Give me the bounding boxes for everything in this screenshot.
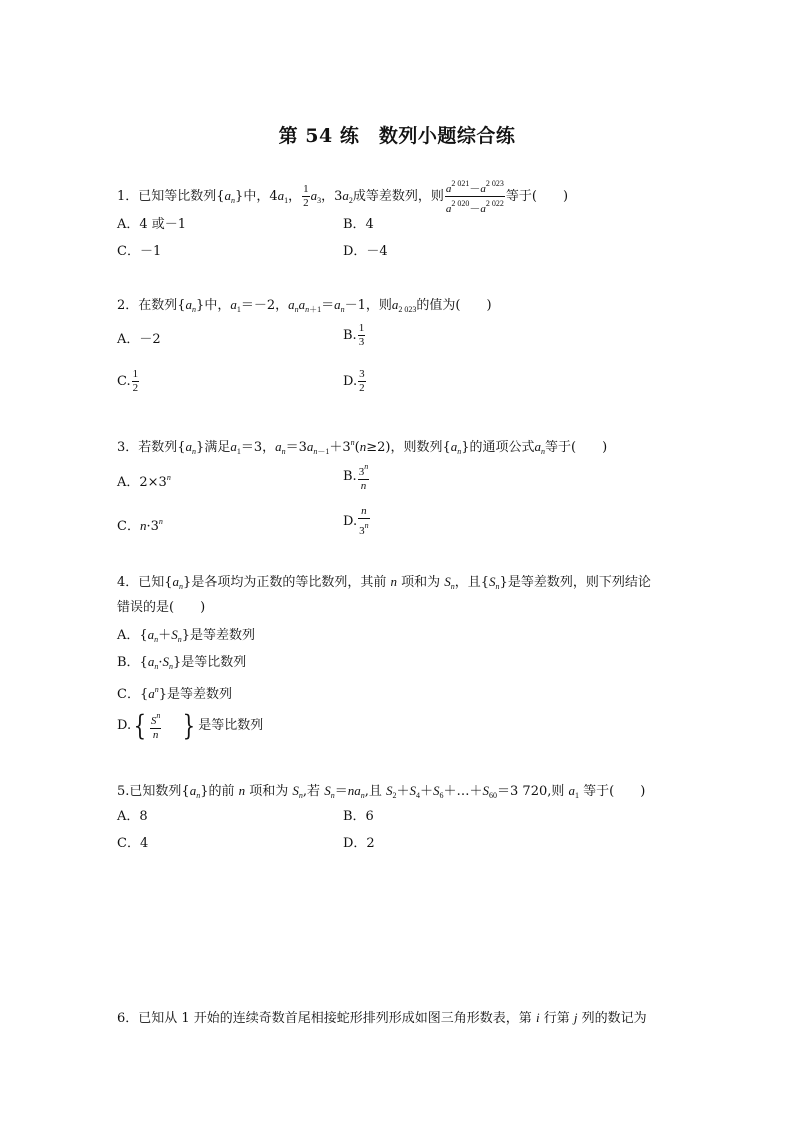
question-1-option-a: A．4 或－1	[117, 217, 187, 232]
question-1-option-b: B．4	[343, 217, 374, 232]
fraction-one-half: $\frac{1}{2}$	[303, 183, 309, 209]
page-title: 第 54 练 数列小题综合练	[278, 125, 516, 147]
question-2-option-a: A．－2	[117, 332, 161, 347]
question-4-option-c: C．$\{a^n\}$是等差数列	[117, 685, 232, 702]
question-3-stem: 3．若数列$\{a_n\}$满足$a_1=3$，$a_n=3a_{n-1}+3^n(n\ge 2)$，则数列$\{a_n\}$的通项公式$a_n$等于( )	[117, 438, 608, 456]
question-2-option-c: C. $\frac{1}{2}$	[117, 368, 139, 394]
question-5-option-d: D．2	[343, 836, 375, 851]
question-5-option-a: A．8	[117, 809, 148, 824]
question-5-stem: 5.已知数列$\{a_n\}$的前 n 项和为 $S_n$,若 $S_n=na_n$,且 $S_2+S_4+S_6+\dots+S_{60}=3$ 720,则 $a_1$ 等于( )	[117, 783, 646, 800]
question-3-option-d: D. $\frac{n}{3^n}$	[343, 505, 369, 537]
question-4-stem-line-2: 错误的是( )	[117, 600, 206, 615]
question-4-stem-line-1: 4．已知$\{a_n\}$是各项均为正数的等比数列，其前 n 项和为 $S_n$，且$\{S_n\}$是等差数列，则下列结论	[117, 574, 651, 591]
question-1-stem: 1．已知等比数列$\{a_n\}$中，$4a_1$， $\frac{1}{2}$ $a_3$，$3a_2$成等差数列，则 $\frac{a^{2 021}-a^{2 023}}{a^{2 020}-a^{2 022}}$ 等于( )	[117, 179, 569, 215]
question-2-option-d: D. $\frac{3}{2}$	[343, 368, 365, 394]
question-4-option-a: A．$\{a_n+S_n\}$是等差数列	[117, 627, 255, 644]
question-3-option-c: C．$n\cdot 3^n$	[117, 517, 163, 534]
question-2-stem: 2．在数列$\{a_n\}$中，$a_1=-2$，$a_na_{n+1}=a_n-1$，则$a_{2 023}$的值为( )	[117, 297, 492, 314]
question-3-option-a: A．$2\times 3^n$	[117, 473, 171, 490]
question-3-option-b: B. $\frac{3^n}{n}$	[343, 462, 369, 492]
question-5-option-c: C．4	[117, 836, 149, 851]
question-4-option-d: D. { $\frac{S^n}{n}$ } 是等比数列	[117, 708, 264, 742]
fraction-power-ratio: $\frac{a^{2 021}-a^{2 023}}{a^{2 020}-a^{2 022}}$	[445, 179, 504, 215]
question-2-option-b: B. $\frac{1}{3}$	[343, 322, 365, 348]
question-5-option-b: B．6	[343, 809, 374, 824]
question-1-option-d: D．－4	[343, 244, 388, 259]
question-1-option-c: C．－1	[117, 244, 162, 259]
question-4-option-b: B．$\{a_n\cdot S_n\}$是等比数列	[117, 654, 247, 671]
question-6-stem: 6．已知从 1 开始的连续奇数首尾相接蛇形排列形成如图三角形数表，第 i 行第 j 列的数记为	[117, 1010, 647, 1026]
